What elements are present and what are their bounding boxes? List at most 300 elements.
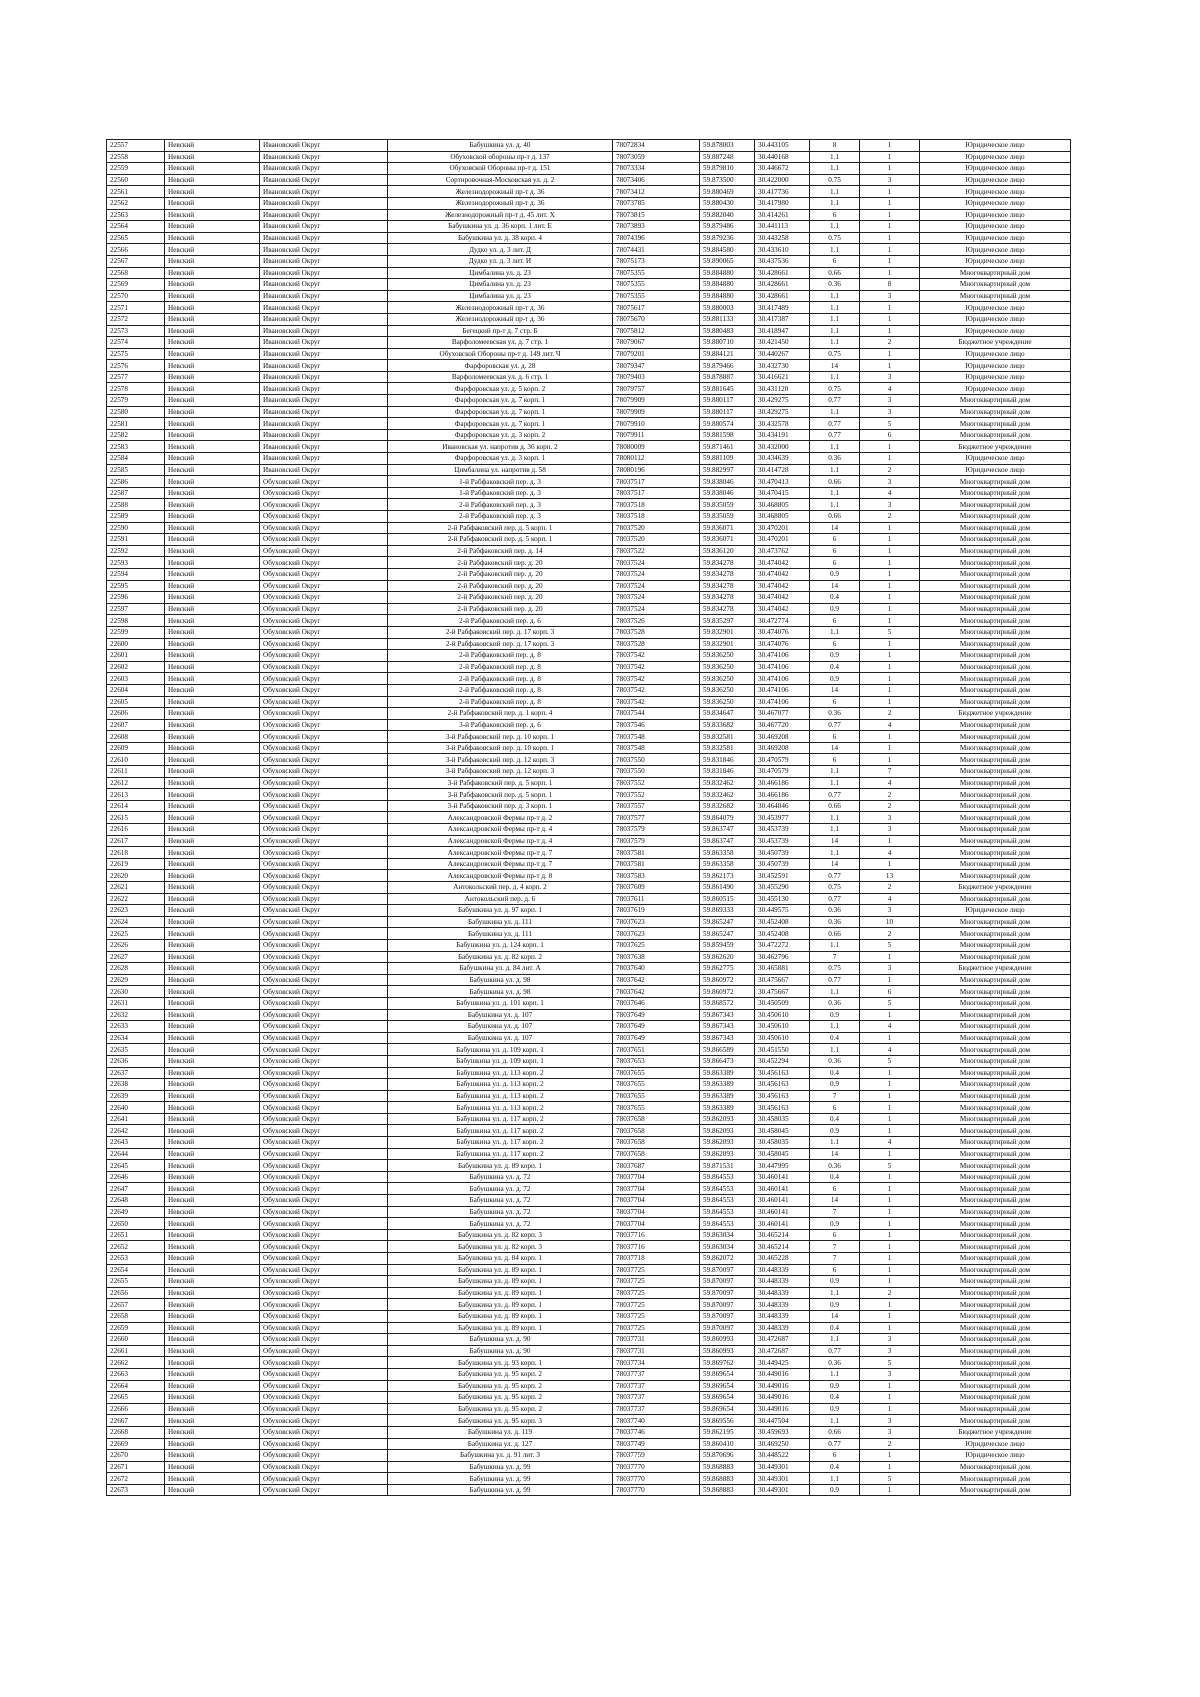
cell-value: 1.1	[810, 302, 860, 314]
table-row	[107, 824, 1071, 836]
table-row	[107, 348, 1071, 360]
cell-owner-type: Многоквартирный дом	[920, 1125, 1071, 1137]
cell-district: Невский	[165, 1403, 260, 1415]
table-row	[107, 1183, 1071, 1195]
cell-code: 78037528	[613, 626, 700, 638]
cell-code: 78037737	[613, 1368, 700, 1380]
cell-address: Бабушкина ул. д. 91 лит. З	[388, 1450, 613, 1462]
cell-code: 78037737	[613, 1380, 700, 1392]
cell-id: 22609	[107, 742, 165, 754]
cell-longitude: 30.448339	[755, 1322, 810, 1334]
table-row	[107, 371, 1071, 383]
cell-okrug: Обуховский Округ	[260, 847, 388, 859]
cell-count: 1	[860, 580, 920, 592]
cell-okrug: Обуховский Округ	[260, 1044, 388, 1056]
cell-value: 0.77	[810, 395, 860, 407]
cell-okrug: Обуховский Округ	[260, 1241, 388, 1253]
cell-code: 78037552	[613, 789, 700, 801]
cell-longitude: 30.434639	[755, 453, 810, 465]
cell-count: 1	[860, 545, 920, 557]
cell-code: 78037704	[613, 1206, 700, 1218]
cell-code: 78080112	[613, 453, 700, 465]
cell-owner-type: Юридическое лицо	[920, 174, 1071, 186]
cell-latitude: 59.836071	[700, 522, 755, 534]
table-row	[107, 511, 1071, 523]
cell-district: Невский	[165, 858, 260, 870]
table-row	[107, 418, 1071, 430]
cell-owner-type: Многоквартирный дом	[920, 1160, 1071, 1172]
cell-count: 1	[860, 951, 920, 963]
cell-latitude: 59.834278	[700, 592, 755, 604]
cell-latitude: 59.870097	[700, 1287, 755, 1299]
table-row	[107, 1090, 1071, 1102]
cell-value: 14	[810, 858, 860, 870]
cell-value: 0.9	[810, 1380, 860, 1392]
cell-owner-type: Юридическое лицо	[920, 453, 1071, 465]
cell-okrug: Обуховский Округ	[260, 638, 388, 650]
cell-district: Невский	[165, 1299, 260, 1311]
table-row	[107, 360, 1071, 372]
cell-longitude: 30.458035	[755, 1137, 810, 1149]
cell-code: 78037704	[613, 1171, 700, 1183]
cell-okrug: Обуховский Округ	[260, 1009, 388, 1021]
cell-code: 78037579	[613, 824, 700, 836]
table-row	[107, 1287, 1071, 1299]
cell-owner-type: Многоквартирный дом	[920, 1334, 1071, 1346]
cell-latitude: 59.860515	[700, 893, 755, 905]
cell-code: 78037619	[613, 905, 700, 917]
cell-district: Невский	[165, 1137, 260, 1149]
cell-latitude: 59.831846	[700, 766, 755, 778]
table-row	[107, 1195, 1071, 1207]
cell-id: 22572	[107, 313, 165, 325]
cell-longitude: 30.428661	[755, 279, 810, 291]
cell-longitude: 30.470579	[755, 766, 810, 778]
cell-latitude: 59.862195	[700, 1426, 755, 1438]
cell-district: Невский	[165, 1484, 260, 1496]
cell-value: 0.77	[810, 974, 860, 986]
cell-district: Невский	[165, 928, 260, 940]
cell-latitude: 59.884121	[700, 348, 755, 360]
cell-okrug: Обуховский Округ	[260, 974, 388, 986]
cell-id: 22589	[107, 511, 165, 523]
cell-value: 14	[810, 580, 860, 592]
table-row	[107, 279, 1071, 291]
cell-okrug: Ивановский Округ	[260, 441, 388, 453]
cell-owner-type: Многоквартирный дом	[920, 824, 1071, 836]
cell-id: 22565	[107, 232, 165, 244]
cell-longitude: 30.474106	[755, 650, 810, 662]
cell-value: 0.36	[810, 453, 860, 465]
table-row	[107, 337, 1071, 349]
cell-okrug: Обуховский Округ	[260, 1357, 388, 1369]
cell-code: 78037609	[613, 882, 700, 894]
cell-address: Бабушкина ул. д. 98	[388, 986, 613, 998]
cell-district: Невский	[165, 882, 260, 894]
cell-okrug: Обуховский Округ	[260, 777, 388, 789]
cell-address: 2-й Рабфаковский пер. д. 17 корп. 3	[388, 638, 613, 650]
cell-address: Бабушкина ул. д. 82 корп. 3	[388, 1229, 613, 1241]
cell-count: 5	[860, 1473, 920, 1485]
cell-latitude: 59.862173	[700, 870, 755, 882]
cell-value: 1.1	[810, 1415, 860, 1427]
cell-address: 1-й Рабфаковский пер. д. 3	[388, 476, 613, 488]
cell-latitude: 59.862093	[700, 1137, 755, 1149]
cell-okrug: Обуховский Округ	[260, 487, 388, 499]
cell-district: Невский	[165, 1287, 260, 1299]
cell-longitude: 30.475667	[755, 974, 810, 986]
cell-owner-type: Многоквартирный дом	[920, 1264, 1071, 1276]
cell-value: 0.4	[810, 1171, 860, 1183]
cell-longitude: 30.453977	[755, 812, 810, 824]
cell-longitude: 30.460141	[755, 1195, 810, 1207]
cell-district: Невский	[165, 824, 260, 836]
cell-latitude: 59.867343	[700, 1009, 755, 1021]
cell-owner-type: Многоквартирный дом	[920, 673, 1071, 685]
table-row	[107, 1473, 1071, 1485]
cell-id: 22642	[107, 1125, 165, 1137]
cell-address: Цимбалина ул. д. 23	[388, 267, 613, 279]
cell-owner-type: Многоквартирный дом	[920, 1137, 1071, 1149]
cell-okrug: Обуховский Округ	[260, 1171, 388, 1183]
cell-code: 78037649	[613, 1032, 700, 1044]
cell-latitude: 59.834647	[700, 708, 755, 720]
cell-code: 78073059	[613, 151, 700, 163]
cell-address: Бабушкина ул. д. 109 корп. 1	[388, 1055, 613, 1067]
cell-okrug: Обуховский Округ	[260, 1195, 388, 1207]
cell-count: 1	[860, 267, 920, 279]
cell-owner-type: Бюджетное учреждение	[920, 441, 1071, 453]
cell-address: Александровской Фермы пр-т д. 7	[388, 858, 613, 870]
cell-okrug: Обуховский Округ	[260, 1253, 388, 1265]
cell-district: Невский	[165, 1368, 260, 1380]
cell-district: Невский	[165, 279, 260, 291]
cell-okrug: Ивановский Округ	[260, 348, 388, 360]
cell-address: Бабушкина ул. д. 113 корп. 2	[388, 1079, 613, 1091]
cell-address: Бабушкина ул. д. 89 корп. 1	[388, 1322, 613, 1334]
cell-address: Бабушкина ул. д. 82 корп. 3	[388, 1241, 613, 1253]
cell-latitude: 59.864553	[700, 1171, 755, 1183]
cell-longitude: 30.465228	[755, 1253, 810, 1265]
cell-owner-type: Многоквартирный дом	[920, 684, 1071, 696]
cell-id: 22631	[107, 997, 165, 1009]
cell-okrug: Обуховский Округ	[260, 1426, 388, 1438]
cell-okrug: Обуховский Округ	[260, 1368, 388, 1380]
cell-okrug: Обуховский Округ	[260, 661, 388, 673]
table-row	[107, 534, 1071, 546]
table-row	[107, 997, 1071, 1009]
cell-id: 22671	[107, 1461, 165, 1473]
cell-owner-type: Юридическое лицо	[920, 1438, 1071, 1450]
cell-count: 1	[860, 360, 920, 372]
cell-address: Бабушкина ул. д. 111	[388, 916, 613, 928]
cell-latitude: 59.862620	[700, 951, 755, 963]
cell-code: 78075173	[613, 255, 700, 267]
cell-okrug: Обуховский Округ	[260, 870, 388, 882]
cell-owner-type: Многоквартирный дом	[920, 986, 1071, 998]
cell-count: 1	[860, 1113, 920, 1125]
cell-value: 6	[810, 534, 860, 546]
cell-count: 1	[860, 209, 920, 221]
cell-district: Невский	[165, 1334, 260, 1346]
cell-longitude: 30.474042	[755, 568, 810, 580]
table-row	[107, 1368, 1071, 1380]
cell-address: Железнодорожный пр-т д. 45 лит. Х	[388, 209, 613, 221]
cell-value: 1.1	[810, 1473, 860, 1485]
cell-id: 22632	[107, 1009, 165, 1021]
cell-latitude: 59.881133	[700, 313, 755, 325]
cell-address: 2-й Рабфаковский пер. д. 17 корп. 3	[388, 626, 613, 638]
cell-value: 7	[810, 1090, 860, 1102]
cell-id: 22638	[107, 1079, 165, 1091]
cell-id: 22635	[107, 1044, 165, 1056]
cell-address: Бабушкина ул. д. 84 корп. 1	[388, 1253, 613, 1265]
cell-owner-type: Многоквартирный дом	[920, 650, 1071, 662]
cell-value: 14	[810, 684, 860, 696]
cell-code: 78080009	[613, 441, 700, 453]
cell-longitude: 30.474042	[755, 603, 810, 615]
cell-okrug: Обуховский Округ	[260, 1380, 388, 1392]
cell-value: 0.36	[810, 916, 860, 928]
cell-longitude: 30.460141	[755, 1171, 810, 1183]
cell-latitude: 59.862072	[700, 1253, 755, 1265]
cell-okrug: Обуховский Округ	[260, 615, 388, 627]
cell-owner-type: Многоквартирный дом	[920, 1206, 1071, 1218]
cell-value: 0.9	[810, 1079, 860, 1091]
cell-id: 22570	[107, 290, 165, 302]
cell-okrug: Обуховский Округ	[260, 1067, 388, 1079]
table-row	[107, 893, 1071, 905]
cell-okrug: Ивановский Округ	[260, 453, 388, 465]
cell-code: 78037655	[613, 1102, 700, 1114]
cell-district: Невский	[165, 1067, 260, 1079]
cell-owner-type: Многоквартирный дом	[920, 847, 1071, 859]
cell-count: 1	[860, 1229, 920, 1241]
cell-okrug: Обуховский Округ	[260, 1125, 388, 1137]
cell-latitude: 59.861490	[700, 882, 755, 894]
cell-code: 78079201	[613, 348, 700, 360]
cell-address: 2-й Рабфаковский пер. д. 20	[388, 557, 613, 569]
cell-code: 78037548	[613, 742, 700, 754]
cell-longitude: 30.469250	[755, 1438, 810, 1450]
cell-okrug: Ивановский Округ	[260, 197, 388, 209]
cell-latitude: 59.832581	[700, 742, 755, 754]
table-row	[107, 626, 1071, 638]
cell-latitude: 59.880003	[700, 302, 755, 314]
cell-value: 0.77	[810, 418, 860, 430]
table-row	[107, 186, 1071, 198]
cell-okrug: Обуховский Округ	[260, 835, 388, 847]
cell-code: 78037557	[613, 800, 700, 812]
cell-count: 1	[860, 1102, 920, 1114]
cell-longitude: 30.449301	[755, 1484, 810, 1496]
cell-address: 3-й Рабфаковский пер. д. 5 корп. 1	[388, 789, 613, 801]
cell-okrug: Обуховский Округ	[260, 650, 388, 662]
cell-latitude: 59.870097	[700, 1276, 755, 1288]
cell-value: 6	[810, 1450, 860, 1462]
cell-okrug: Обуховский Округ	[260, 997, 388, 1009]
cell-owner-type: Многоквартирный дом	[920, 928, 1071, 940]
cell-district: Невский	[165, 1044, 260, 1056]
cell-address: Александровской Фермы пр-т д. 7	[388, 847, 613, 859]
cell-district: Невский	[165, 731, 260, 743]
cell-address: Александровской Фермы пр-т д. 4	[388, 824, 613, 836]
cell-id: 22644	[107, 1148, 165, 1160]
cell-okrug: Ивановский Округ	[260, 279, 388, 291]
cell-district: Невский	[165, 174, 260, 186]
cell-latitude: 59.880483	[700, 325, 755, 337]
cell-count: 1	[860, 650, 920, 662]
cell-address: Бабушкина ул. д. 93 корп. 1	[388, 1357, 613, 1369]
cell-value: 0.36	[810, 1160, 860, 1172]
cell-okrug: Ивановский Округ	[260, 429, 388, 441]
table-row	[107, 1438, 1071, 1450]
cell-address: Бабушкина ул. д. 95 корп. 3	[388, 1415, 613, 1427]
cell-longitude: 30.449016	[755, 1403, 810, 1415]
cell-district: Невский	[165, 766, 260, 778]
cell-latitude: 59.859459	[700, 939, 755, 951]
cell-longitude: 30.443105	[755, 140, 810, 152]
cell-longitude: 30.417387	[755, 313, 810, 325]
cell-code: 78080196	[613, 464, 700, 476]
cell-address: 3-й Рабфаковский пер. д. 3 корп. 1	[388, 800, 613, 812]
cell-id: 22634	[107, 1032, 165, 1044]
cell-longitude: 30.455130	[755, 893, 810, 905]
cell-longitude: 30.449016	[755, 1380, 810, 1392]
cell-value: 1.1	[810, 1287, 860, 1299]
cell-count: 8	[860, 279, 920, 291]
cell-okrug: Ивановский Округ	[260, 290, 388, 302]
cell-latitude: 59.863034	[700, 1241, 755, 1253]
cell-longitude: 30.449016	[755, 1392, 810, 1404]
cell-latitude: 59.884880	[700, 279, 755, 291]
cell-count: 1	[860, 232, 920, 244]
cell-longitude: 30.428661	[755, 267, 810, 279]
table-row	[107, 1137, 1071, 1149]
cell-address: Фарфоровская ул. д. 3 корп. 1	[388, 453, 613, 465]
cell-id: 22597	[107, 603, 165, 615]
cell-id: 22581	[107, 418, 165, 430]
cell-address: 3-й Рабфаковский пер. д. 10 корп. 1	[388, 742, 613, 754]
cell-district: Невский	[165, 1102, 260, 1114]
table-row	[107, 522, 1071, 534]
cell-id: 22633	[107, 1021, 165, 1033]
cell-count: 2	[860, 511, 920, 523]
cell-address: Бабушкина ул. д. 113 корп. 2	[388, 1090, 613, 1102]
cell-value: 7	[810, 1241, 860, 1253]
cell-value: 0.66	[810, 1426, 860, 1438]
cell-district: Невский	[165, 487, 260, 499]
cell-value: 14	[810, 835, 860, 847]
cell-address: Фарфоровская ул. д. 28	[388, 360, 613, 372]
cell-id: 22643	[107, 1137, 165, 1149]
cell-code: 78037651	[613, 1044, 700, 1056]
table-row	[107, 1229, 1071, 1241]
table-body	[107, 140, 1071, 1496]
cell-owner-type: Бюджетное учреждение	[920, 963, 1071, 975]
cell-id: 22669	[107, 1438, 165, 1450]
cell-address: Бабушкина ул. д. 98	[388, 974, 613, 986]
cell-latitude: 59.863747	[700, 824, 755, 836]
cell-district: Невский	[165, 1032, 260, 1044]
cell-owner-type: Юридическое лицо	[920, 163, 1071, 175]
cell-district: Невский	[165, 1218, 260, 1230]
cell-district: Невский	[165, 1125, 260, 1137]
cell-okrug: Ивановский Округ	[260, 325, 388, 337]
cell-longitude: 30.470579	[755, 754, 810, 766]
cell-value: 6	[810, 209, 860, 221]
cell-address: Обуховской обороны пр-т д. 137	[388, 151, 613, 163]
cell-count: 4	[860, 719, 920, 731]
cell-address: Фарфоровская ул. д. 5 корп. 2	[388, 383, 613, 395]
cell-longitude: 30.440267	[755, 348, 810, 360]
cell-okrug: Ивановский Округ	[260, 140, 388, 152]
cell-latitude: 59.864553	[700, 1218, 755, 1230]
cell-latitude: 59.870696	[700, 1450, 755, 1462]
cell-address: Фарфоровская ул. д. 7 корп. 1	[388, 395, 613, 407]
cell-district: Невский	[165, 1090, 260, 1102]
cell-owner-type: Многоквартирный дом	[920, 1171, 1071, 1183]
cell-value: 1.1	[810, 441, 860, 453]
cell-count: 1	[860, 186, 920, 198]
cell-longitude: 30.449575	[755, 905, 810, 917]
cell-okrug: Обуховский Округ	[260, 1461, 388, 1473]
cell-id: 22592	[107, 545, 165, 557]
cell-longitude: 30.449016	[755, 1368, 810, 1380]
cell-owner-type: Многоквартирный дом	[920, 1473, 1071, 1485]
cell-owner-type: Многоквартирный дом	[920, 835, 1071, 847]
cell-id: 22637	[107, 1067, 165, 1079]
cell-latitude: 59.836071	[700, 534, 755, 546]
cell-code: 78037725	[613, 1276, 700, 1288]
data-sheet	[106, 139, 1070, 1496]
cell-latitude: 59.863389	[700, 1067, 755, 1079]
cell-district: Невский	[165, 557, 260, 569]
table-row	[107, 1461, 1071, 1473]
cell-district: Невский	[165, 673, 260, 685]
cell-longitude: 30.449301	[755, 1461, 810, 1473]
table-row	[107, 209, 1071, 221]
cell-latitude: 59.836250	[700, 684, 755, 696]
cell-id: 22665	[107, 1392, 165, 1404]
cell-code: 78037770	[613, 1461, 700, 1473]
cell-address: Цимбалина ул. д. 23	[388, 279, 613, 291]
cell-id: 22596	[107, 592, 165, 604]
cell-latitude: 59.871461	[700, 441, 755, 453]
cell-id: 22577	[107, 371, 165, 383]
cell-address: Бабушкина ул. д. 90	[388, 1345, 613, 1357]
cell-okrug: Обуховский Округ	[260, 1287, 388, 1299]
cell-district: Невский	[165, 1322, 260, 1334]
cell-value: 7	[810, 1206, 860, 1218]
cell-id: 22590	[107, 522, 165, 534]
cell-address: Цимбалина ул. напротив д. 58	[388, 464, 613, 476]
cell-longitude: 30.460141	[755, 1183, 810, 1195]
cell-count: 3	[860, 174, 920, 186]
cell-code: 78037725	[613, 1310, 700, 1322]
cell-code: 78037542	[613, 661, 700, 673]
table-row	[107, 1125, 1071, 1137]
cell-code: 78079067	[613, 337, 700, 349]
cell-owner-type: Многоквартирный дом	[920, 858, 1071, 870]
cell-owner-type: Многоквартирный дом	[920, 1102, 1071, 1114]
cell-count: 3	[860, 290, 920, 302]
cell-okrug: Обуховский Округ	[260, 916, 388, 928]
cell-value: 0.9	[810, 568, 860, 580]
cell-value: 1.1	[810, 406, 860, 418]
cell-id: 22660	[107, 1334, 165, 1346]
cell-owner-type: Многоквартирный дом	[920, 1345, 1071, 1357]
